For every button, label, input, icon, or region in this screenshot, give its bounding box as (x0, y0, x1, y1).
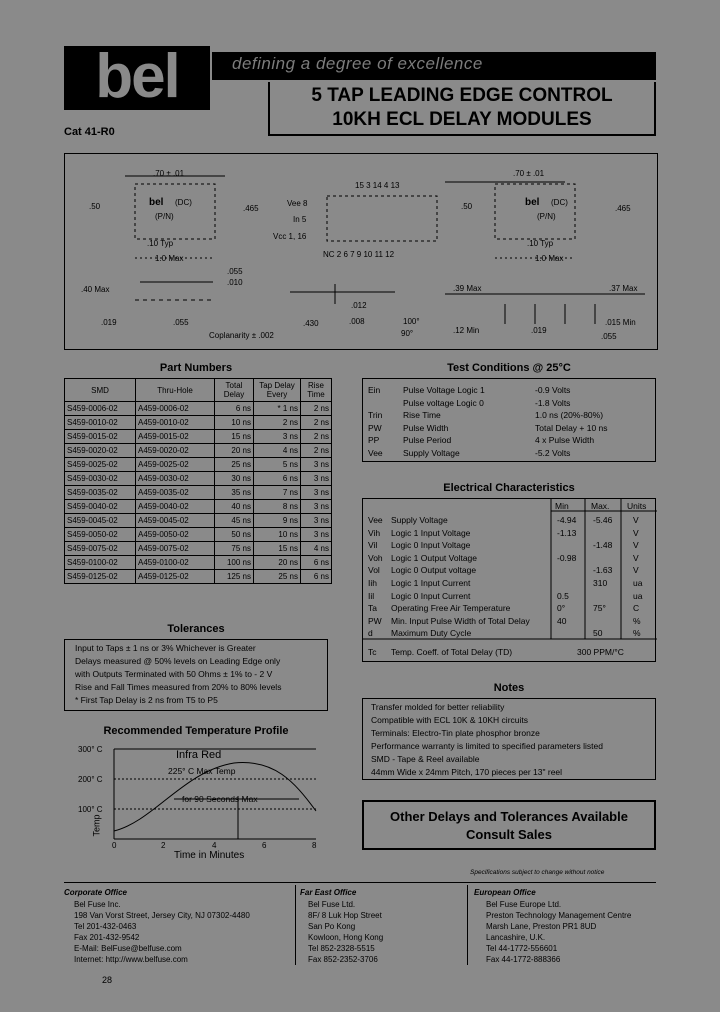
dim-055-b: .055 (173, 318, 189, 327)
electrical-cell: V (633, 540, 639, 551)
electrical-cell: % (633, 628, 641, 639)
table-cell: 40 ns (215, 500, 254, 514)
table-cell: 4 ns (254, 444, 301, 458)
table-cell: 35 ns (215, 486, 254, 500)
table-cell: A459-0075-02 (136, 542, 215, 556)
x-tick-8: 8 (312, 841, 317, 850)
table-cell: S459-0035-02 (65, 486, 136, 500)
electrical-cell: Operating Free Air Temperature (391, 603, 511, 614)
electrical-cell: Iil (368, 590, 375, 601)
pkg-logo-left: bel (149, 197, 164, 208)
table-cell: 3 ns (301, 458, 332, 472)
electrical-cell: V (633, 565, 639, 576)
col-total-delay: Total Delay (215, 379, 254, 402)
europe-heading: European Office (474, 888, 536, 897)
tolerance-line: Input to Taps ± 1 ns or 3% Whichever is Greater (75, 643, 256, 653)
profile-hold: for 90 Seconds Max (182, 794, 258, 804)
table-cell: A459-0035-02 (136, 486, 215, 500)
other-delays-line-1: Other Delays and Tolerances Available (390, 809, 628, 824)
test-condition-cell: PP (368, 435, 380, 445)
note-line: Transfer molded for better reliability (371, 702, 505, 712)
table-cell: 6 ns (301, 570, 332, 584)
test-condition-cell: Supply Voltage (403, 447, 460, 458)
temp-profile-title: Recommended Temperature Profile (103, 725, 289, 737)
table-cell: 3 ns (301, 472, 332, 486)
coplanarity: Coplanarity ± .002 (209, 331, 274, 340)
test-condition-cell: Pulse voltage Logic 0 (403, 397, 484, 408)
table-cell: 15 ns (215, 430, 254, 444)
electrical-cell: ua (633, 590, 643, 601)
table-cell: S459-0015-02 (65, 430, 136, 444)
table-cell: A459-0125-02 (136, 570, 215, 584)
tolerance-line: Rise and Fall Times measured from 20% to 80% levels (75, 682, 282, 692)
electrical-cell: 310 (593, 578, 608, 588)
ec-header-max: Max. (591, 501, 610, 511)
electrical-cell: V (633, 552, 639, 563)
test-conditions-title: Test Conditions @ 25°C (447, 362, 571, 374)
electrical-cell: Maximum Duty Cycle (391, 628, 472, 639)
table-cell: A459-0025-02 (136, 458, 215, 472)
pin-numbers-top: 15 3 14 4 13 (355, 181, 400, 190)
electrical-cell: 40 (557, 615, 567, 626)
table-cell: 25 ns (215, 458, 254, 472)
catalog-number: Cat 41-R0 (64, 126, 115, 138)
tolerance-line: Delays measured @ 50% levels on Leading Edge only (75, 656, 281, 666)
table-cell: 25 ns (254, 570, 301, 584)
table-cell: * 1 ns (254, 402, 301, 416)
angle-100: 100° (403, 317, 420, 326)
table-cell: 3 ns (301, 528, 332, 542)
electrical-cell: -1.63 (593, 565, 613, 576)
test-condition-cell: -0.9 Volts (535, 385, 571, 395)
x-tick-0: 0 (112, 841, 117, 850)
dim-050-right: .50 (461, 202, 473, 211)
electrical-cell: % (633, 615, 641, 626)
table-row (65, 472, 332, 486)
electrical-cell: Logic 0 Input Current (391, 590, 471, 601)
dim-465-right: .465 (615, 204, 631, 213)
mechanical-drawing (64, 153, 658, 350)
table-cell: A459-0030-02 (136, 472, 215, 486)
pkg-pn-right: (P/N) (537, 212, 556, 221)
electrical-title: Electrical Characteristics (443, 482, 575, 494)
note-line: 44mm Wide x 24mm Pitch, 170 pieces per 13" reel (371, 767, 563, 777)
dim-019-left: .019 (101, 318, 117, 327)
test-condition-cell: -1.8 Volts (535, 397, 571, 408)
table-cell: 2 ns (254, 416, 301, 430)
spec-note: Specifications subject to change without notice (470, 869, 605, 876)
fareast-address: Bel Fuse Ltd. 8F/ 8 Luk Hop Street San Po Kong Kowloon, Hong Kong Tel 852-2328-5515 Fax 852-2352-3706 (308, 900, 384, 964)
note-line: Terminals: Electro-Tin plate phosphor bronze (371, 728, 540, 738)
dim-010: .010 (227, 278, 243, 287)
table-row (65, 542, 332, 556)
electrical-cell: d (368, 628, 373, 639)
tagline: defining a degree of excellence (232, 54, 483, 73)
footer-sep-1 (295, 885, 296, 965)
dim-pitch-left: .10 Typ (147, 239, 174, 248)
page-number: 28 (102, 975, 113, 985)
dim-height-left: .40 Max (81, 285, 110, 294)
corporate-address: Bel Fuse Inc. 198 Van Vorst Street, Jersey City, NJ 07302-4480 Tel 201-432-0463 Fax 201-432-9542 E-Mail: BelFuse@belfuse.com Internet: http://www.belfuse.com (74, 900, 250, 964)
table-cell: A459-0050-02 (136, 528, 215, 542)
pin-vcc: Vcc 1, 16 (273, 232, 307, 241)
table-cell: 10 ns (254, 528, 301, 542)
tolerances-title: Tolerances (167, 623, 225, 635)
test-condition-cell: PW (368, 422, 382, 433)
test-condition-cell: Trin (368, 410, 383, 420)
x-tick-2: 2 (161, 841, 166, 850)
table-cell: S459-0040-02 (65, 500, 136, 514)
table-cell: 7 ns (254, 486, 301, 500)
electrical-cell: Supply Voltage (391, 515, 448, 525)
table-row (65, 500, 332, 514)
dim-width-right: .70 ± .01 (513, 169, 545, 178)
temp-profile-chart (64, 741, 328, 863)
note-line: SMD - Tape & Reel available (371, 754, 480, 764)
dim-019-right: .019 (531, 326, 547, 335)
dim-012: .012 (351, 301, 367, 310)
test-condition-cell: Pulse Width (403, 422, 449, 433)
profile-heading: Infra Red (176, 749, 222, 761)
table-cell: 6 ns (301, 556, 332, 570)
footer-sep-2 (467, 885, 468, 965)
electrical-cell: Logic 1 Input Current (391, 578, 471, 588)
electrical-cell: Vih (368, 527, 381, 538)
electrical-cell: 0° (557, 603, 566, 614)
ec-tc-value: 300 PPM/°C (577, 647, 624, 657)
note-line: Compatible with ECL 10K & 10KH circuits (371, 715, 529, 725)
test-condition-cell: 1.0 ns (20%-80%) (535, 410, 604, 420)
table-row (65, 402, 332, 416)
tolerance-line: * First Tap Delay is 2 ns from T5 to P5 (75, 695, 218, 705)
notes-box (362, 698, 656, 780)
electrical-box (362, 498, 656, 662)
pkg-dc-right: (DC) (551, 198, 568, 207)
table-cell: 5 ns (254, 458, 301, 472)
europe-address: Bel Fuse Europe Ltd. Preston Technology Management Centre Marsh Lane, Preston PR1 8UD Lancashire, U.K. Tel 44-1772-556601 Fax 44-1772-888366 (486, 900, 632, 964)
table-row (65, 556, 332, 570)
electrical-cell: 75° (593, 603, 606, 614)
table-cell: 6 ns (215, 402, 254, 416)
table-cell: A459-0020-02 (136, 444, 215, 458)
tolerance-line: with Outputs Terminated with 50 Ohms ± 1% to - 2 V (75, 669, 273, 679)
electrical-cell: Ta (368, 603, 377, 614)
table-cell: A459-0040-02 (136, 500, 215, 514)
electrical-cell: -1.13 (557, 527, 577, 538)
dim-430: .430 (303, 319, 319, 328)
table-row (65, 570, 332, 584)
table-cell: 6 ns (254, 472, 301, 486)
test-condition-cell: Ein (368, 385, 381, 395)
ec-header-min: Min (555, 501, 569, 511)
test-condition-cell: Vee (368, 447, 383, 458)
pin-vee: Vee 8 (287, 199, 308, 208)
col-thru-hole: Thru-Hole (136, 379, 215, 402)
electrical-cell: Vil (368, 540, 378, 551)
electrical-cell: ua (633, 578, 643, 588)
dim-012-min: .12 Min (453, 326, 480, 335)
table-cell: S459-0030-02 (65, 472, 136, 486)
dim-width-left: .70 ± .01 (153, 169, 185, 178)
table-cell: 15 ns (254, 542, 301, 556)
col-tap-delay: Tap Delay Every (254, 379, 301, 402)
table-row (65, 444, 332, 458)
table-cell: 2 ns (301, 416, 332, 430)
x-tick-6: 6 (262, 841, 267, 850)
test-condition-cell: Total Delay + 10 ns (535, 422, 608, 433)
table-cell: S459-0125-02 (65, 570, 136, 584)
electrical-cell: -5.46 (593, 515, 613, 525)
test-condition-cell: Rise Time (403, 410, 441, 420)
note-line: Performance warranty is limited to specified parameters listed (371, 741, 603, 751)
table-cell: 100 ns (215, 556, 254, 570)
corporate-heading: Corporate Office (64, 888, 127, 897)
table-cell: A459-0015-02 (136, 430, 215, 444)
footer-divider (64, 882, 656, 883)
dim-015: .015 Min (605, 318, 636, 327)
other-delays-box (362, 800, 656, 850)
electrical-cell: Vee (368, 515, 383, 525)
table-cell: 125 ns (215, 570, 254, 584)
table-cell: 2 ns (301, 430, 332, 444)
table-cell: 20 ns (254, 556, 301, 570)
table-cell: S459-0100-02 (65, 556, 136, 570)
table-cell: 30 ns (215, 472, 254, 486)
dim-055-a: .055 (227, 267, 243, 276)
table-cell: 8 ns (254, 500, 301, 514)
table-cell: S459-0075-02 (65, 542, 136, 556)
notes-title: Notes (493, 682, 525, 694)
electrical-cell: Logic 1 Input Voltage (391, 527, 471, 538)
title-line-2: 10KH ECL DELAY MODULES (332, 109, 592, 130)
dim-050-left: .50 (89, 202, 101, 211)
ec-tc-symbol: Tc (368, 647, 377, 657)
bel-logo: bel (64, 46, 210, 110)
dim-465-left: .465 (243, 204, 259, 213)
table-cell: 45 ns (215, 514, 254, 528)
pin-nc: NC 2 6 7 9 10 11 12 (323, 250, 395, 259)
part-numbers-title: Part Numbers (159, 362, 233, 374)
y-tick-300: 300° C (78, 745, 103, 754)
table-cell: S459-0050-02 (65, 528, 136, 542)
x-tick-4: 4 (212, 841, 217, 850)
col-smd: SMD (65, 379, 136, 402)
table-row (65, 416, 332, 430)
table-cell: 75 ns (215, 542, 254, 556)
table-cell: S459-0025-02 (65, 458, 136, 472)
y-tick-100: 100° C (78, 805, 103, 814)
col-rise-time: Rise Time (301, 379, 332, 402)
table-cell: 3 ns (301, 514, 332, 528)
table-cell: 3 ns (301, 500, 332, 514)
table-cell: S459-0006-02 (65, 402, 136, 416)
table-cell: A459-0006-02 (136, 402, 215, 416)
electrical-cell: Logic 0 Input Voltage (391, 540, 471, 551)
electrical-cell: V (633, 527, 639, 538)
test-condition-cell: Pulse Period (403, 435, 452, 445)
table-row (65, 514, 332, 528)
electrical-cell: Iih (368, 578, 377, 588)
fareast-heading: Far East Office (300, 888, 357, 897)
table-row (65, 528, 332, 542)
electrical-cell: -1.48 (593, 540, 613, 551)
electrical-cell: Min. Input Pulse Width of Total Delay (391, 615, 530, 626)
table-cell: 2 ns (301, 444, 332, 458)
profile-peak: 225° C Max Temp (168, 766, 236, 776)
x-axis-label: Time in Minutes (174, 850, 245, 861)
pkg-dc-left: (DC) (175, 198, 192, 207)
electrical-cell: V (633, 515, 639, 525)
dim-height-right-a: .39 Max (453, 284, 482, 293)
table-cell: 10 ns (215, 416, 254, 430)
test-condition-cell: Pulse Voltage Logic 1 (403, 385, 485, 395)
table-cell: A459-0010-02 (136, 416, 215, 430)
dim-pitch-right: .10 Typ (527, 239, 554, 248)
title-line-1: 5 TAP LEADING EDGE CONTROL (311, 85, 613, 106)
table-cell: S459-0020-02 (65, 444, 136, 458)
tolerances-box (64, 639, 328, 711)
test-conditions-box (362, 378, 656, 462)
test-condition-cell: -5.2 Volts (535, 447, 571, 458)
table-cell: A459-0045-02 (136, 514, 215, 528)
table-row (65, 458, 332, 472)
electrical-cell: -4.94 (557, 515, 577, 525)
table-cell: 2 ns (301, 402, 332, 416)
other-delays-line-2: Consult Sales (466, 827, 552, 842)
dim-length-left: 1.0 Max (155, 254, 184, 263)
ec-header-units: Units (627, 501, 647, 511)
test-condition-cell: 4 x Pulse Width (535, 435, 595, 445)
dim-008: .008 (349, 317, 365, 326)
electrical-cell: Voh (368, 552, 383, 563)
electrical-cell: C (633, 603, 640, 614)
dim-length-right: 1.0 Max (535, 254, 564, 263)
table-cell: S459-0010-02 (65, 416, 136, 430)
dim-055-right: .055 (601, 332, 617, 341)
table-cell: 4 ns (301, 542, 332, 556)
pkg-logo-right: bel (525, 197, 540, 208)
part-numbers-table (64, 378, 332, 584)
electrical-cell: Logic 1 Output Voltage (391, 552, 478, 563)
electrical-cell: Logic 0 Output voltage (391, 565, 477, 576)
product-title (268, 82, 656, 136)
table-cell: 3 ns (254, 430, 301, 444)
ec-tc-text: Temp. Coeff. of Total Delay (TD) (391, 647, 513, 657)
y-axis-label: Temp (91, 814, 102, 837)
pin-in: In 5 (293, 215, 307, 224)
electrical-cell: 0.5 (557, 590, 569, 601)
table-cell: 3 ns (301, 486, 332, 500)
table-cell: 9 ns (254, 514, 301, 528)
dim-height-right-b: .37 Max (609, 284, 638, 293)
electrical-cell: PW (368, 615, 382, 626)
electrical-cell: 50 (593, 628, 603, 639)
table-row (65, 486, 332, 500)
electrical-cell: Vol (368, 565, 380, 576)
pkg-pn-left: (P/N) (155, 212, 174, 221)
table-cell: 50 ns (215, 528, 254, 542)
y-tick-200: 200° C (78, 775, 103, 784)
table-cell: S459-0045-02 (65, 514, 136, 528)
table-cell: 20 ns (215, 444, 254, 458)
table-row (65, 430, 332, 444)
table-cell: A459-0100-02 (136, 556, 215, 570)
angle-90: 90° (401, 329, 414, 338)
electrical-cell: -0.98 (557, 552, 577, 563)
